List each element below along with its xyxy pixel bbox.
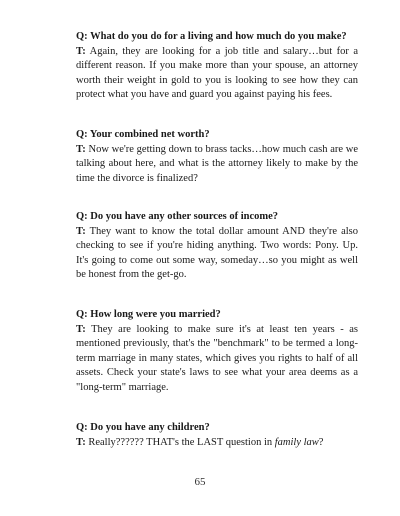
answer-label: T: (76, 323, 86, 335)
answer-label: T: (76, 436, 86, 448)
answer-text: Really?????? THAT's the LAST question in (88, 436, 275, 448)
answer-label: T: (76, 143, 86, 155)
answer (76, 225, 358, 283)
qa-block-children (76, 421, 358, 450)
answer-text: Again, they are looking for a job title and salary…but for a different reason. If you make more than your spouse, an attorney worth their weight in gold to you is looking to see how they can protect what you have and guard you against paying his fees. (76, 45, 359, 101)
answer (76, 323, 358, 396)
answer-emphasis: family law (274, 436, 319, 448)
answer-end: ? (318, 436, 324, 448)
question: Q: Do you have any other sources of income? (76, 211, 279, 222)
answer-text: They are looking to make sure it's at least ten years - as mentioned previously, that's the "benchmark" to be termed a long-term marriage in many states, which gives you rights to half of all assets. Check your state's laws to see what your area deems as a "long-term" marriage. (76, 323, 358, 393)
qa-block-income-sources (76, 210, 358, 283)
question: Q: How long were you married? (76, 309, 221, 320)
answer (76, 143, 358, 187)
answer (76, 45, 358, 103)
answer-label: T: (76, 225, 86, 237)
answer-text: They want to know the total dollar amount AND they're also checking to see if you're hiding anything. Two words: Pony. Up. It's going to come out some way, someday…so you might as well be honest from the get-go. (76, 225, 359, 281)
question: Q: Do you have any children? (76, 422, 210, 433)
qa-block-occupation (76, 30, 358, 103)
answer-label: T: (76, 45, 86, 57)
question: Q: What do you do for a living and how much do you make? (76, 31, 347, 42)
page-number: 65 (194, 476, 206, 488)
question: Q: Your combined net worth? (76, 129, 210, 140)
qa-block-marriage-length (76, 308, 358, 396)
qa-block-net-worth (76, 128, 358, 186)
answer (76, 436, 358, 451)
answer-text: Now we're getting down to brass tacks…how much cash are we talking about here, and what is the attorney likely to make by the time the divorce is finalized? (76, 143, 359, 184)
